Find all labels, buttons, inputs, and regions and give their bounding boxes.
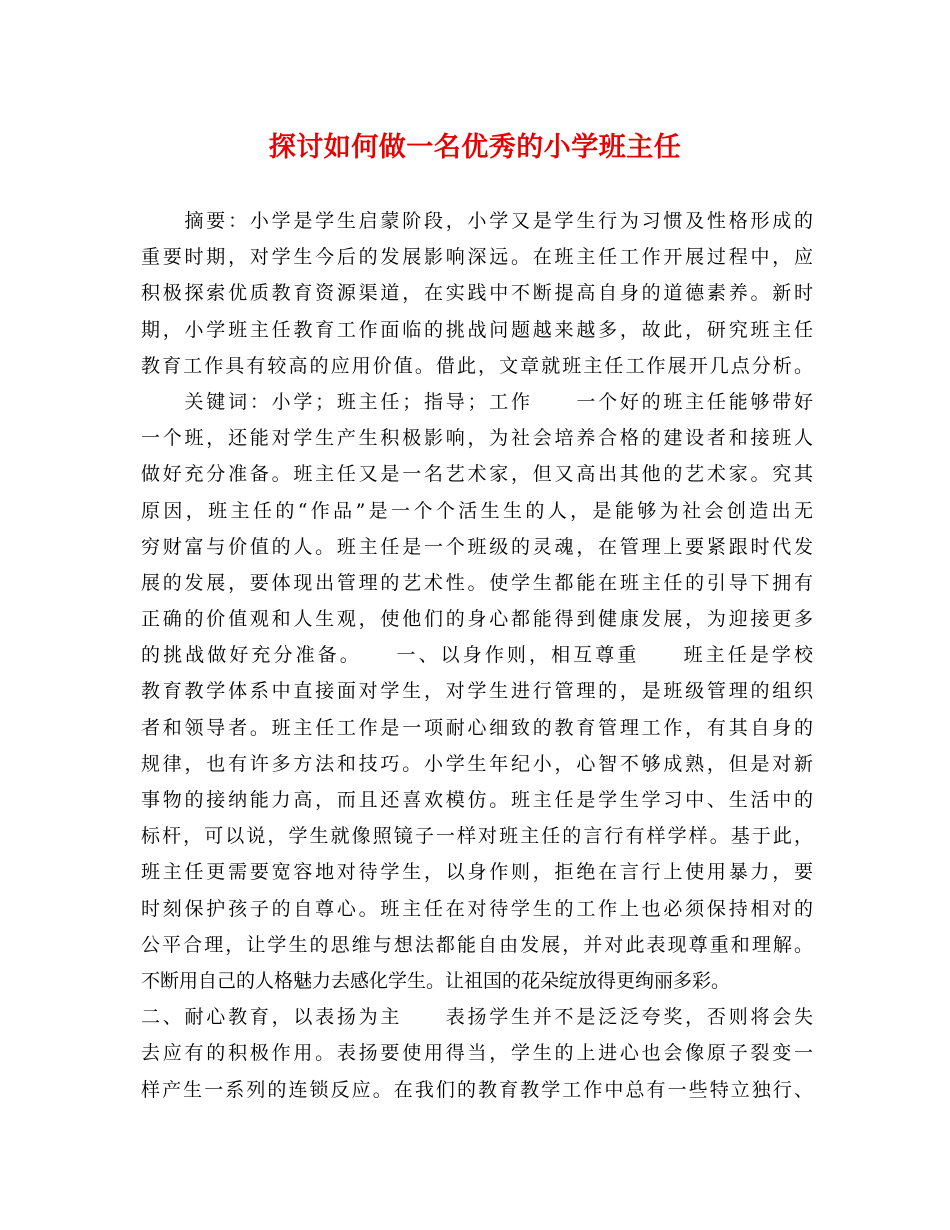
body-line: 教育教学体系中直接面对学生，对学生进行管理的，是班级管理的组织	[141, 680, 813, 703]
body-line: 样产生一系列的连锁反应。在我们的教育教学工作中总有一些特立独行、	[141, 1078, 813, 1101]
body-line: 者和领导者。班主任工作是一项耐心细致的教育管理工作，有其自身的	[141, 716, 813, 739]
body-line: 标杆，可以说，学生就像照镜子一样对班主任的言行有样学样。基于此，	[141, 825, 813, 848]
body-line: 关键词：小学；班主任；指导；工作 一个好的班主任能够带好	[141, 390, 813, 413]
body-line: 公平合理，让学生的思维与想法都能自由发展，并对此表现尊重和理解。	[141, 933, 813, 956]
body-line: 事物的接纳能力高，而且还喜欢模仿。班主任是学生学习中、生活中的	[141, 789, 813, 811]
body-line: 重要时期，对学生今后的发展影响深远。在班主任工作开展过程中，应	[141, 246, 813, 269]
body-line: 做好充分准备。班主任又是一名艺术家，但又高出其他的艺术家。究其	[141, 463, 813, 486]
document-title: 探讨如何做一名优秀的小学班主任	[268, 132, 682, 163]
body-line: 教育工作具有较高的应用价值。借此，文章就班主任工作展开几点分析。	[141, 354, 813, 377]
body-line: 展的发展，要体现出管理的艺术性。使学生都能在班主任的引导下拥有	[141, 571, 813, 594]
body-line: 班主任更需要宽容地对待学生，以身作则，拒绝在言行上使用暴力，要	[141, 861, 813, 884]
body-line: 期，小学班主任教育工作面临的挑战问题越来越多，故此，研究班主任	[141, 318, 813, 341]
body-line: 原因，班主任的“作品”是一个个活生生的人，是能够为社会创造出无	[141, 499, 813, 522]
body-line: 一个班，还能对学生产生积极影响，为社会培养合格的建设者和接班人	[141, 427, 813, 450]
body-line: 摘要：小学是学生启蒙阶段，小学又是学生行为习惯及性格形成的	[141, 210, 813, 232]
body-line: 去应有的积极作用。表扬要使用得当，学生的上进心也会像原子裂变一	[141, 1042, 813, 1065]
body-line: 正确的价值观和人生观，使他们的身心都能得到健康发展，为迎接更多	[141, 608, 813, 631]
document-body	[141, 203, 813, 1108]
body-line: 穷财富与价值的人。班主任是一个班级的灵魂，在管理上要紧跟时代发	[141, 535, 813, 558]
body-line: 积极探索优质教育资源渠道，在实践中不断提高自身的道德素养。新时	[141, 282, 813, 305]
body-line: 规律，也有许多方法和技巧。小学生年纪小，心智不够成熟，但是对新	[141, 752, 813, 775]
body-line: 时刻保护孩子的自尊心。班主任在对待学生的工作上也必须保持相对的	[141, 897, 813, 920]
body-line: 不断用自己的人格魅力去感化学生。让祖国的花朵绽放得更绚丽多彩。	[141, 969, 731, 992]
body-line: 的挑战做好充分准备。 一、以身作则，相互尊重 班主任是学校	[141, 644, 813, 667]
body-line: 二、耐心教育，以表扬为主 表扬学生并不是泛泛夸奖，否则将会失	[141, 1006, 813, 1029]
